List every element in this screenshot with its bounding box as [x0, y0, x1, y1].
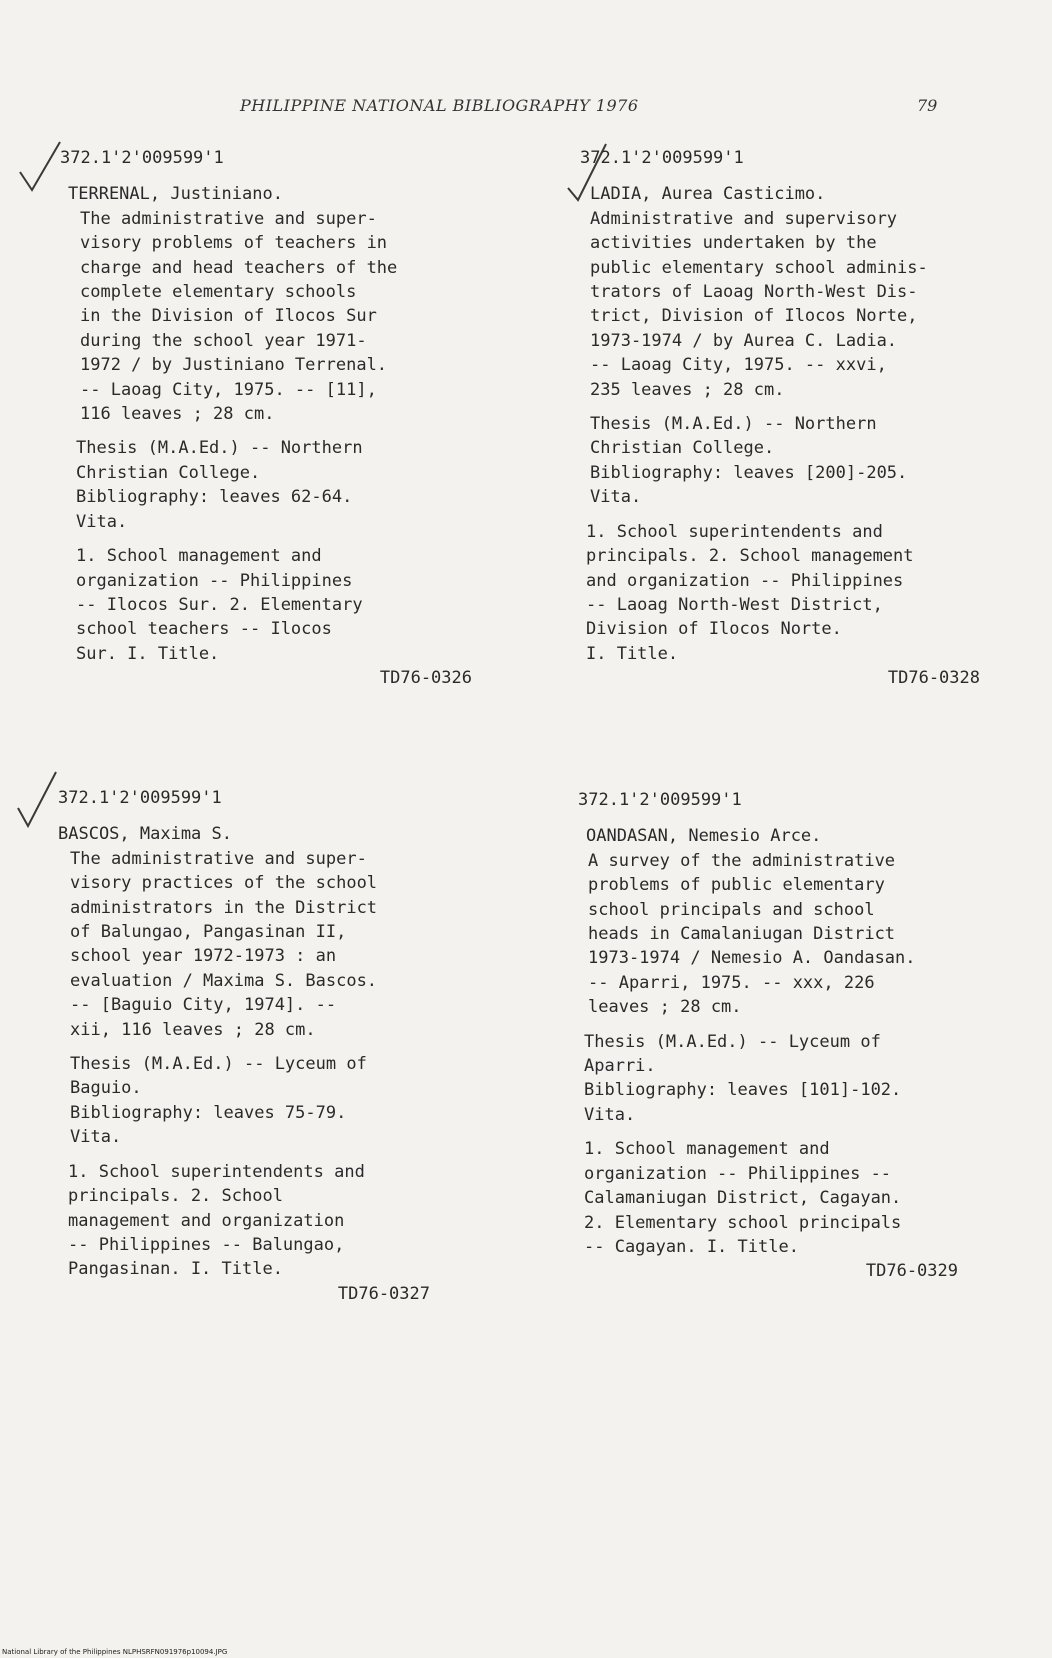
thesis-notes: Thesis (M.A.Ed.) -- Northern Christian College. Bibliography: leaves 62-64. Vita. [76, 438, 363, 532]
entry-block [68, 182, 472, 690]
subject-headings: 1. School management and organization -- Philippines -- Ilocos Sur. 2. Elementary school teachers -- Ilocos Sur. I. Title. [76, 546, 363, 664]
subject-headings: 1. School management and organization -- Philippines -- Calamaniugan District, Cagayan. 2. Elementary school principals -- Cagayan. I. Title. [584, 1139, 902, 1257]
thesis-notes: Thesis (M.A.Ed.) -- Lyceum of Baguio. Bibliography: leaves 75-79. Vita. [70, 1054, 367, 1148]
entry-block [586, 182, 1000, 690]
title-statement: The administrative and super- visory problems of teachers in charge and head teachers of the complete elementary schools in the Division of Ilocos Sur during the school year 1971- 1972 / by Justiniano Terrenal. -- Laoag City, 1975. -- [11], 116 leaves ; 28 cm. [80, 208, 398, 425]
class-number: 372.1'2'009599'1 [580, 148, 744, 168]
author-heading: OANDASAN, Nemesio Arce. [586, 826, 822, 847]
class-number: 372.1'2'009599'1 [60, 148, 224, 168]
page-header [0, 96, 1052, 120]
subject-headings: 1. School superintendents and principals. 2. School management and organization -- Philippines -- Laoag North-West District, Division of Ilocos Norte. I. Title. [586, 521, 914, 664]
entry-bascos [58, 786, 468, 1306]
td-number: TD76-0328 [887, 668, 980, 689]
entry-terrenal [60, 146, 472, 691]
entry-block [586, 824, 998, 1283]
author-heading: BASCOS, Maxima S. [58, 824, 232, 845]
subject-headings: 1. School superintendents and principals. 2. School management and organization -- Philippines -- Balungao, Pangasinan. I. Title. [68, 1161, 365, 1280]
entry-block [58, 822, 468, 1306]
entry-ladia [580, 146, 1000, 691]
td-number: TD76-0327 [337, 1283, 430, 1304]
class-number: 372.1'2'009599'1 [58, 788, 222, 808]
title-statement: The administrative and super- visory practices of the school administrators in the District of Balungao, Pangasinan II, school year 1972-1973 : an evaluation / Maxima S. Bascos. -- [Baguio City, 1974]. -- xii, 116 leaves ; 28 cm. [70, 848, 378, 1040]
thesis-notes: Thesis (M.A.Ed.) -- Northern Christian College. Bibliography: leaves [200]-205. Vita. [590, 414, 908, 508]
td-number: TD76-0329 [865, 1261, 958, 1282]
scan-footer: National Library of the Philippines NLPHSRFN091976p10094.JPG [2, 1648, 228, 1656]
page-number: 79 [917, 96, 938, 115]
title-statement: Administrative and supervisory activities undertaken by the public elementary school adminis- trators of Laoag North-West Dis- trict, Division of Ilocos Norte, 1973-1974 / by Aurea C. Ladia. -- Laoag City, 1975. -- xxvi, 235 leaves ; 28 cm. [590, 208, 928, 400]
title-statement: A survey of the administrative problems of public elementary school principals and school heads in Camalaniugan District 1973-1974 / Nemesio A. Oandasan. -- Aparri, 1975. -- xxx, 226 leaves ; 28 cm. [588, 850, 916, 1018]
td-number: TD76-0326 [379, 668, 472, 689]
thesis-notes: Thesis (M.A.Ed.) -- Lyceum of Aparri. Bibliography: leaves [101]-102. Vita. [584, 1031, 902, 1125]
page-title: PHILIPPINE NATIONAL BIBLIOGRAPHY 1976 [240, 96, 639, 115]
author-heading: TERRENAL, Justiniano. [68, 184, 283, 205]
entry-oandasan [578, 788, 998, 1284]
class-number: 372.1'2'009599'1 [578, 790, 742, 810]
author-heading: LADIA, Aurea Casticimo. [590, 184, 826, 205]
